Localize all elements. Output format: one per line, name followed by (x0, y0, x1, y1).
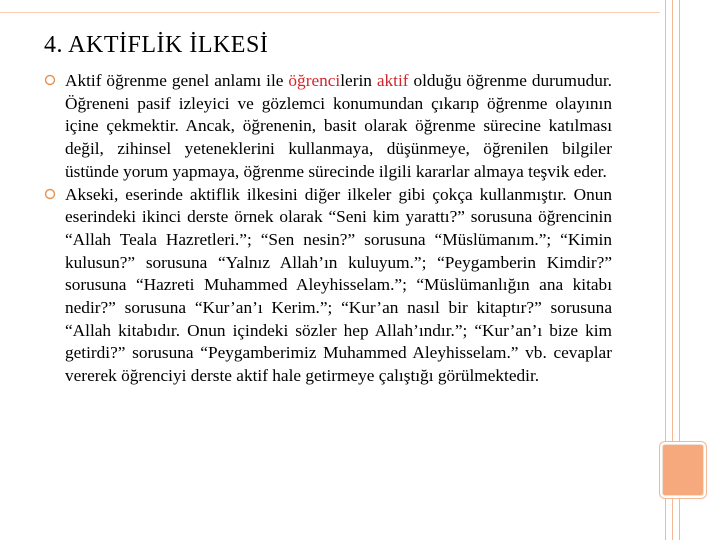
bullet-text-part: lerin (340, 71, 377, 90)
highlighted-word: öğrenci (288, 71, 341, 90)
bullet-text-part: Aktif öğrenme genel anlamı ile (65, 71, 289, 90)
bullet-list (44, 70, 612, 388)
highlighted-word: aktif (376, 71, 409, 90)
decorative-box (662, 444, 704, 496)
circle-bullet-icon (44, 188, 56, 200)
bullet-item (44, 70, 612, 184)
bullet-item (44, 184, 612, 388)
bullet-text-part: olduğu öğrenme durumudur. Öğreneni pasif izleyici ve gözlemci konumundan çıkarıp öğrenme olayının içine çekmektir. Ancak, öğrenenin, basit olarak öğrenme sürecine katılması değil, zihinsel yeteneklerini kullanmaya, düşünmeye, öğrenilen bilgiler üstünde yorum yapmaya, öğrenme sürecinde ilgili kararlar almaya teşvik eder. (65, 71, 612, 181)
slide-title: 4. AKTİFLİK İLKESİ (44, 32, 269, 58)
top-divider (0, 12, 660, 13)
bullet-text: Akseki, eserinde aktiflik ilkesini diğer ilkeler gibi çokça kullanmıştır. Onun eserindeki ikinci derste örnek olarak “Seni kim yarattı?” sorusuna öğrencinin “Allah Teala Hazretleri.”; “Sen nesin?” sorusuna “Müslümanım.”; “Kimin kulusun?” sorusuna “Yalnız Allah’ın kuluyum.”; “Peygamberin Kimdir?” sorusuna “Hazreti Muhammed Aleyhisselam.”; “Müslümanlığın ana kitabı nedir?” sorusuna “Kur’an’ı Kerim.”; “Kur’an nasıl bir kitaptır?” sorusuna “Allah kitabıdır. Onun içindeki sözler hep Allah’ındır.”; “Kur’an’ı bize kim getirdi?” sorusuna “Peygamberimiz Muhammed Aleyhisselam.” vb. cevaplar vererek öğrenciyi derste aktif hale getirmeye çalıştığı görülmektedir. (65, 184, 612, 386)
circle-bullet-icon (44, 74, 56, 86)
